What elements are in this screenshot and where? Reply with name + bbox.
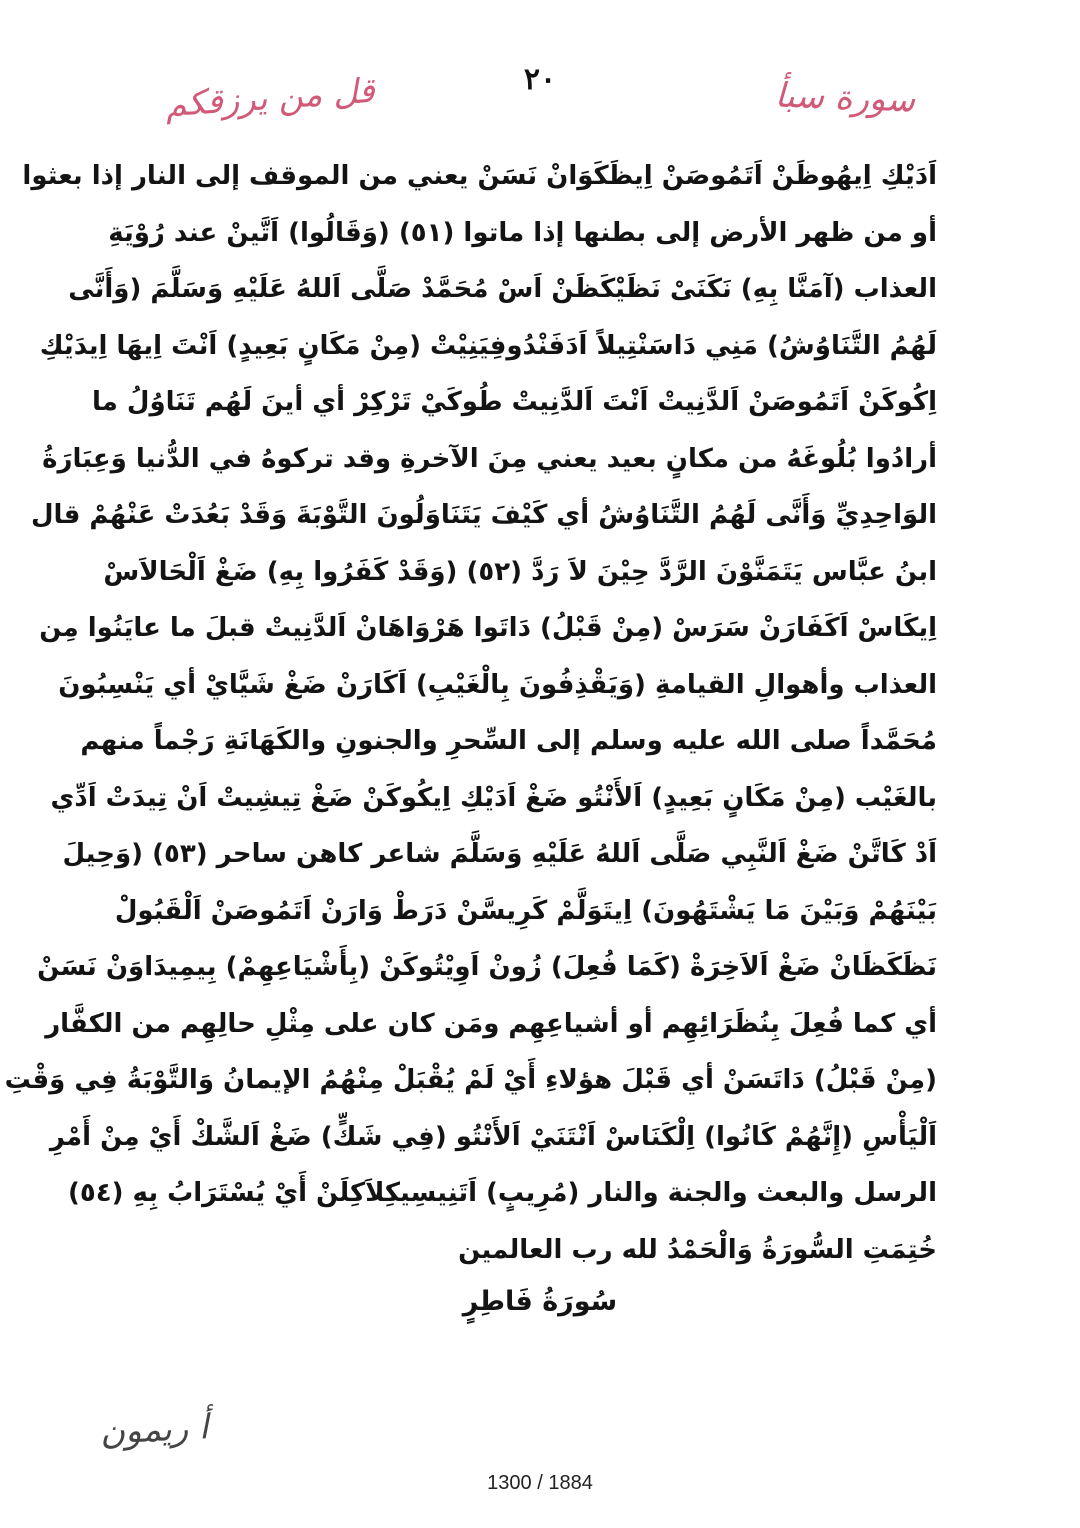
text-line: لَهُمُ التَّنَاوُشُ) مَنِي دَاسَنْتِيلاً اَدَفَنْدُوفِيَنِيْتْ (مِنْ مَكَانٍ بَعِيدٍ) اَنْتَ اِيهَا اِيدَيْكِ <box>39 330 937 361</box>
text-line: نَظَكَظَانْ ضَغْ اَلاَخِرَةْ (كَمَا فُعِلَ) زُونْ اَوِيْتُوكَنْ (بِأَشْيَاعِهِمْ) بِيمِيدَاوَنْ نَسَنْ <box>37 952 937 982</box>
text-line: اِكُوكَنْ اَتَمُوصَنْ اَلدَّنِيتْ اَنْتَ اَلدَّنِيتْ طُوكَيْ تَرْكِرْ أي أينَ لَهُم تَنَاوُلُ ما <box>91 387 937 417</box>
text-line: اِيكَاسْ اَكَفَارَنْ سَرَسْ (مِنْ قَبْلُ) دَاتَوا هَرْوَاهَانْ اَلدَّنِيتْ قبلَ ما عايَنُوا مِن <box>39 613 937 643</box>
text-line: العذاب وأهوالِ القيامةِ (وَيَقْذِفُونَ بِالْغَيْبِ) اَكَارَنْ ضَغْ شَيَّايْ أي يَنْسِبُونَ <box>58 669 937 700</box>
text-line: بالغَيْب (مِنْ مَكَانٍ بَعِيدٍ) اَلأَنْتُو ضَغْ اَدَيْكِ اِيكُوكَنْ ضَغْ تِيشِيتْ اَنْ تِيدَتْ اَدِّي <box>50 782 937 813</box>
handwritten-surah-name: سورة سبأ <box>774 75 916 121</box>
text-line-closing: خُتِمَتِ السُّورَةُ وَالْحَمْدُ لله رب العالمين <box>458 1234 937 1265</box>
text-line: بَيْنَهُمْ وَبَيْنَ مَا يَشْتَهُونَ) اِيتَوَلَّمْ كَرِيسَّنْ دَرَطْ وَارَنْ اَتَمُوصَنْ اَلْقَبُولْ <box>114 895 937 926</box>
text-line: اَدَيْكِ اِيهُوظَنْ اَتَمُوصَنْ اِيظَكَوَانْ نَسَنْ يعني من الموقف إلى النار إذا بعثوا <box>22 161 937 191</box>
text-line: أو من ظهر الأرض إلى بطنها إذا ماتوا (٥١) (وَقَالُوا) اَتَّينْ عند رُوْيَةِ <box>108 217 937 248</box>
text-line: اَدْ كَاتَّنْ ضَغْ اَلنَّبِي صَلَّى اَللهُ عَلَيْهِ وَسَلَّمَ شاعر كاهن ساحر (٥٣) (وَحِيلَ <box>62 839 937 869</box>
handwritten-note-left: قل من يرزقكم <box>163 70 377 126</box>
text-line: (مِنْ قَبْلُ) دَاتَسَنْ أي قَبْلَ هؤلاءِ أَيْ لَمْ يُقْبَلْ مِنْهُمُ الإيمانُ وَالتَّوْبَةُ فِي وَقْتِ <box>4 1065 937 1095</box>
page-indicator: 1300 / 1884 <box>487 1472 593 1494</box>
body-text <box>4 148 937 1278</box>
text-line: الرسل والبعث والجنة والنار (مُرِيبٍ) اَتَنِيسِيكِلاَكِلَنْ أَيْ يُسْتَرَابُ بِهِ (٥٤) <box>67 1178 937 1208</box>
text-line: العذاب (آمَنَّا بِهِ) نَكَنَىْ نَظَيْكَظَنْ اَسْ مُحَمَّدْ صَلَّى اَللهُ عَلَيْهِ وَسَلَّمَ (وَأَنَّى <box>68 274 937 304</box>
text-line: اَلْيَأْسِ (إِنَّهُمْ كَانُوا) اِلْكَنَاسْ اَنْتَنَيْ اَلأَنْتُو (فِي شَكٍّ) ضَغْ اَلشَّكْ أَيْ مِنْ أَمْرِ <box>49 1121 937 1152</box>
section-title: سُورَةُ فَاطِرٍ <box>462 1286 618 1317</box>
text-line: أرادُوا بُلُوغَهُ من مكانٍ بعيد يعني مِنَ الآخرةِ وقد تركوهُ في الدُّنيا وَعِبَارَةُ <box>42 443 937 474</box>
handwritten-signature: أ ريمون <box>99 1407 210 1453</box>
page-number: ٢٠ <box>523 62 557 97</box>
text-line: أي كما فُعِلَ بِنُظَرَائِهِم أو أشياعِهِم ومَن كان على مِثْلِ حالِهِم من الكفَّار <box>45 1008 937 1039</box>
text-line: الوَاحِدِيِّ وَأَنَّى لَهُمُ التَّنَاوُشُ أي كَيْفَ يَتَنَاوَلُونَ التَّوْبَةَ وَقَدْ بَعُدَتْ عَنْهُمْ قال <box>31 500 937 530</box>
text-line: مُحَمَّداً صلى الله عليه وسلم إلى السِّحرِ والجنونِ والكَهَانَةِ رَجْماً منهم <box>80 726 937 756</box>
text-line: ابنُ عبَّاس يَتَمَنَّوْنَ الرَّدَّ حِيْنَ لاَ رَدَّ (٥٢) (وَقَدْ كَفَرُوا بِهِ) ضَغْ اَلْحَالاَسْ <box>103 556 937 587</box>
